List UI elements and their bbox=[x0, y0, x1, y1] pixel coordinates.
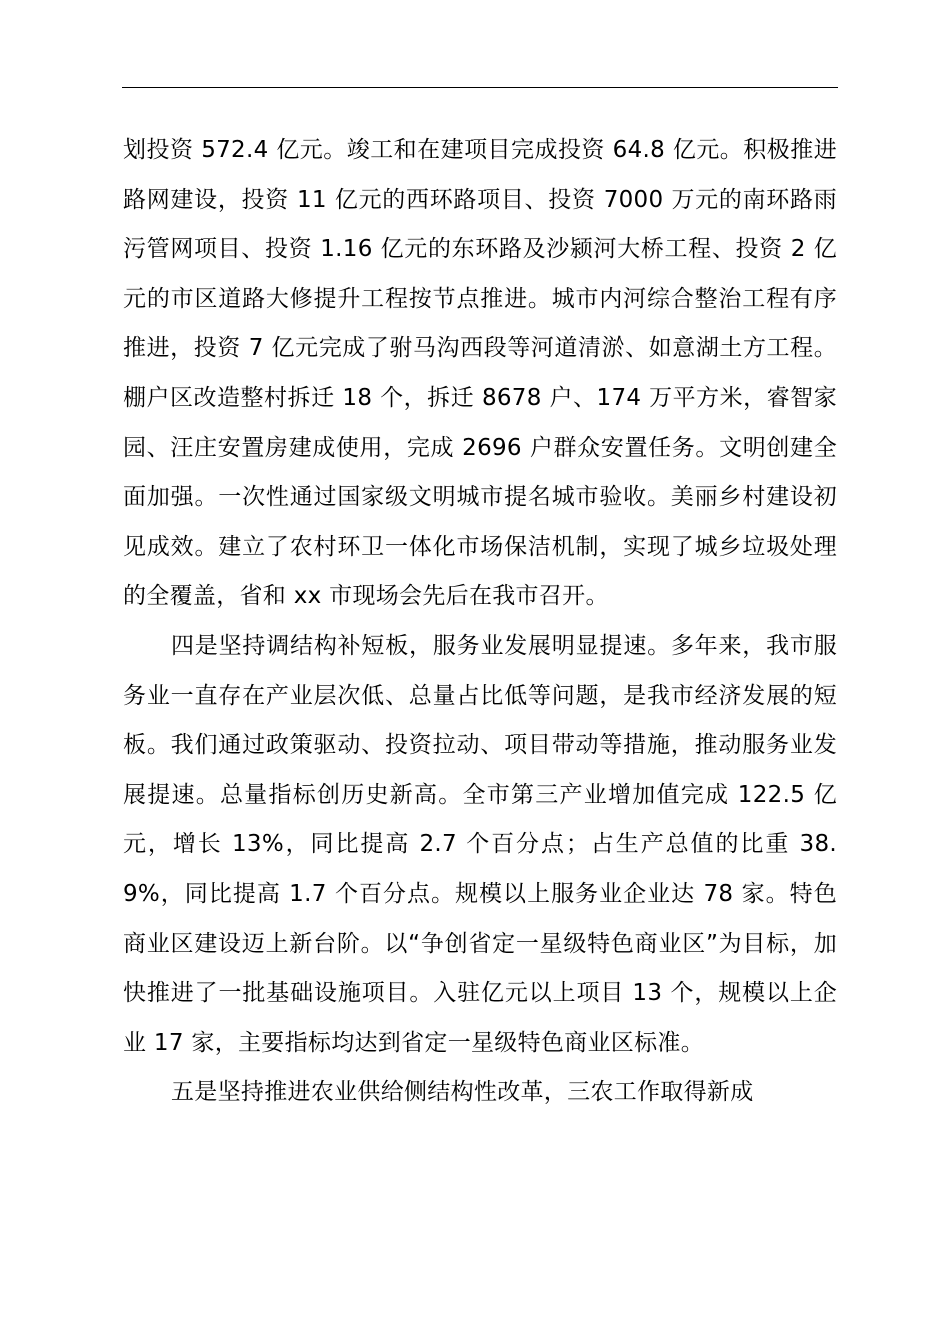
document-body bbox=[123, 126, 837, 1118]
header-rule bbox=[122, 87, 838, 88]
paragraph-urban-construction: 划投资 572.4 亿元。竣工和在建项目完成投资 64.8 亿元。积极推进路网建设，投资 11 亿元的西环路项目、投资 7000 万元的南环路雨污管网项目、投资 1.16 亿元的东环路及沙颍河大桥工程、投资 2 亿元的市区道路大修提升工程按节点推进。城市内河综合整治工程有序推进，投资 7 亿元完成了驸马沟西段等河道清淤、如意湖土方工程。棚户区改造整村拆迁 18 个，拆迁 8678 户、174 万平方米，睿智家园、汪庄安置房建成使用，完成 2696 户群众安置任务。文明创建全面加强。一次性通过国家级文明城市提名城市验收。美丽乡村建设初见成效。建立了农村环卫一体化市场保洁机制，实现了城乡垃圾处理的全覆盖，省和 xx 市现场会先后在我市召开。 bbox=[123, 137, 837, 610]
paragraph-service-industry: 四是坚持调结构补短板，服务业发展明显提速。多年来，我市服务业一直存在产业层次低、总量占比低等问题，是我市经济发展的短板。我们通过政策驱动、投资拉动、项目带动等措施，推动服务业发展提速。总量指标创历史新高。全市第三产业增加值完成 122.5 亿元，增长 13%，同比提高 2.7 个百分点；占生产总值的比重 38.9%，同比提高 1.7 个百分点。规模以上服务业企业达 78 家。特色商业区建设迈上新台阶。以“争创省定一星级特色商业区”为目标，加快推进了一批基础设施项目。入驻亿元以上项目 13 个，规模以上企业 17 家，主要指标均达到省定一星级特色商业区标准。 bbox=[123, 632, 837, 1056]
paragraph-agriculture-reform: 五是坚持推进农业供给侧结构性改革，三农工作取得新成 bbox=[171, 1079, 754, 1106]
